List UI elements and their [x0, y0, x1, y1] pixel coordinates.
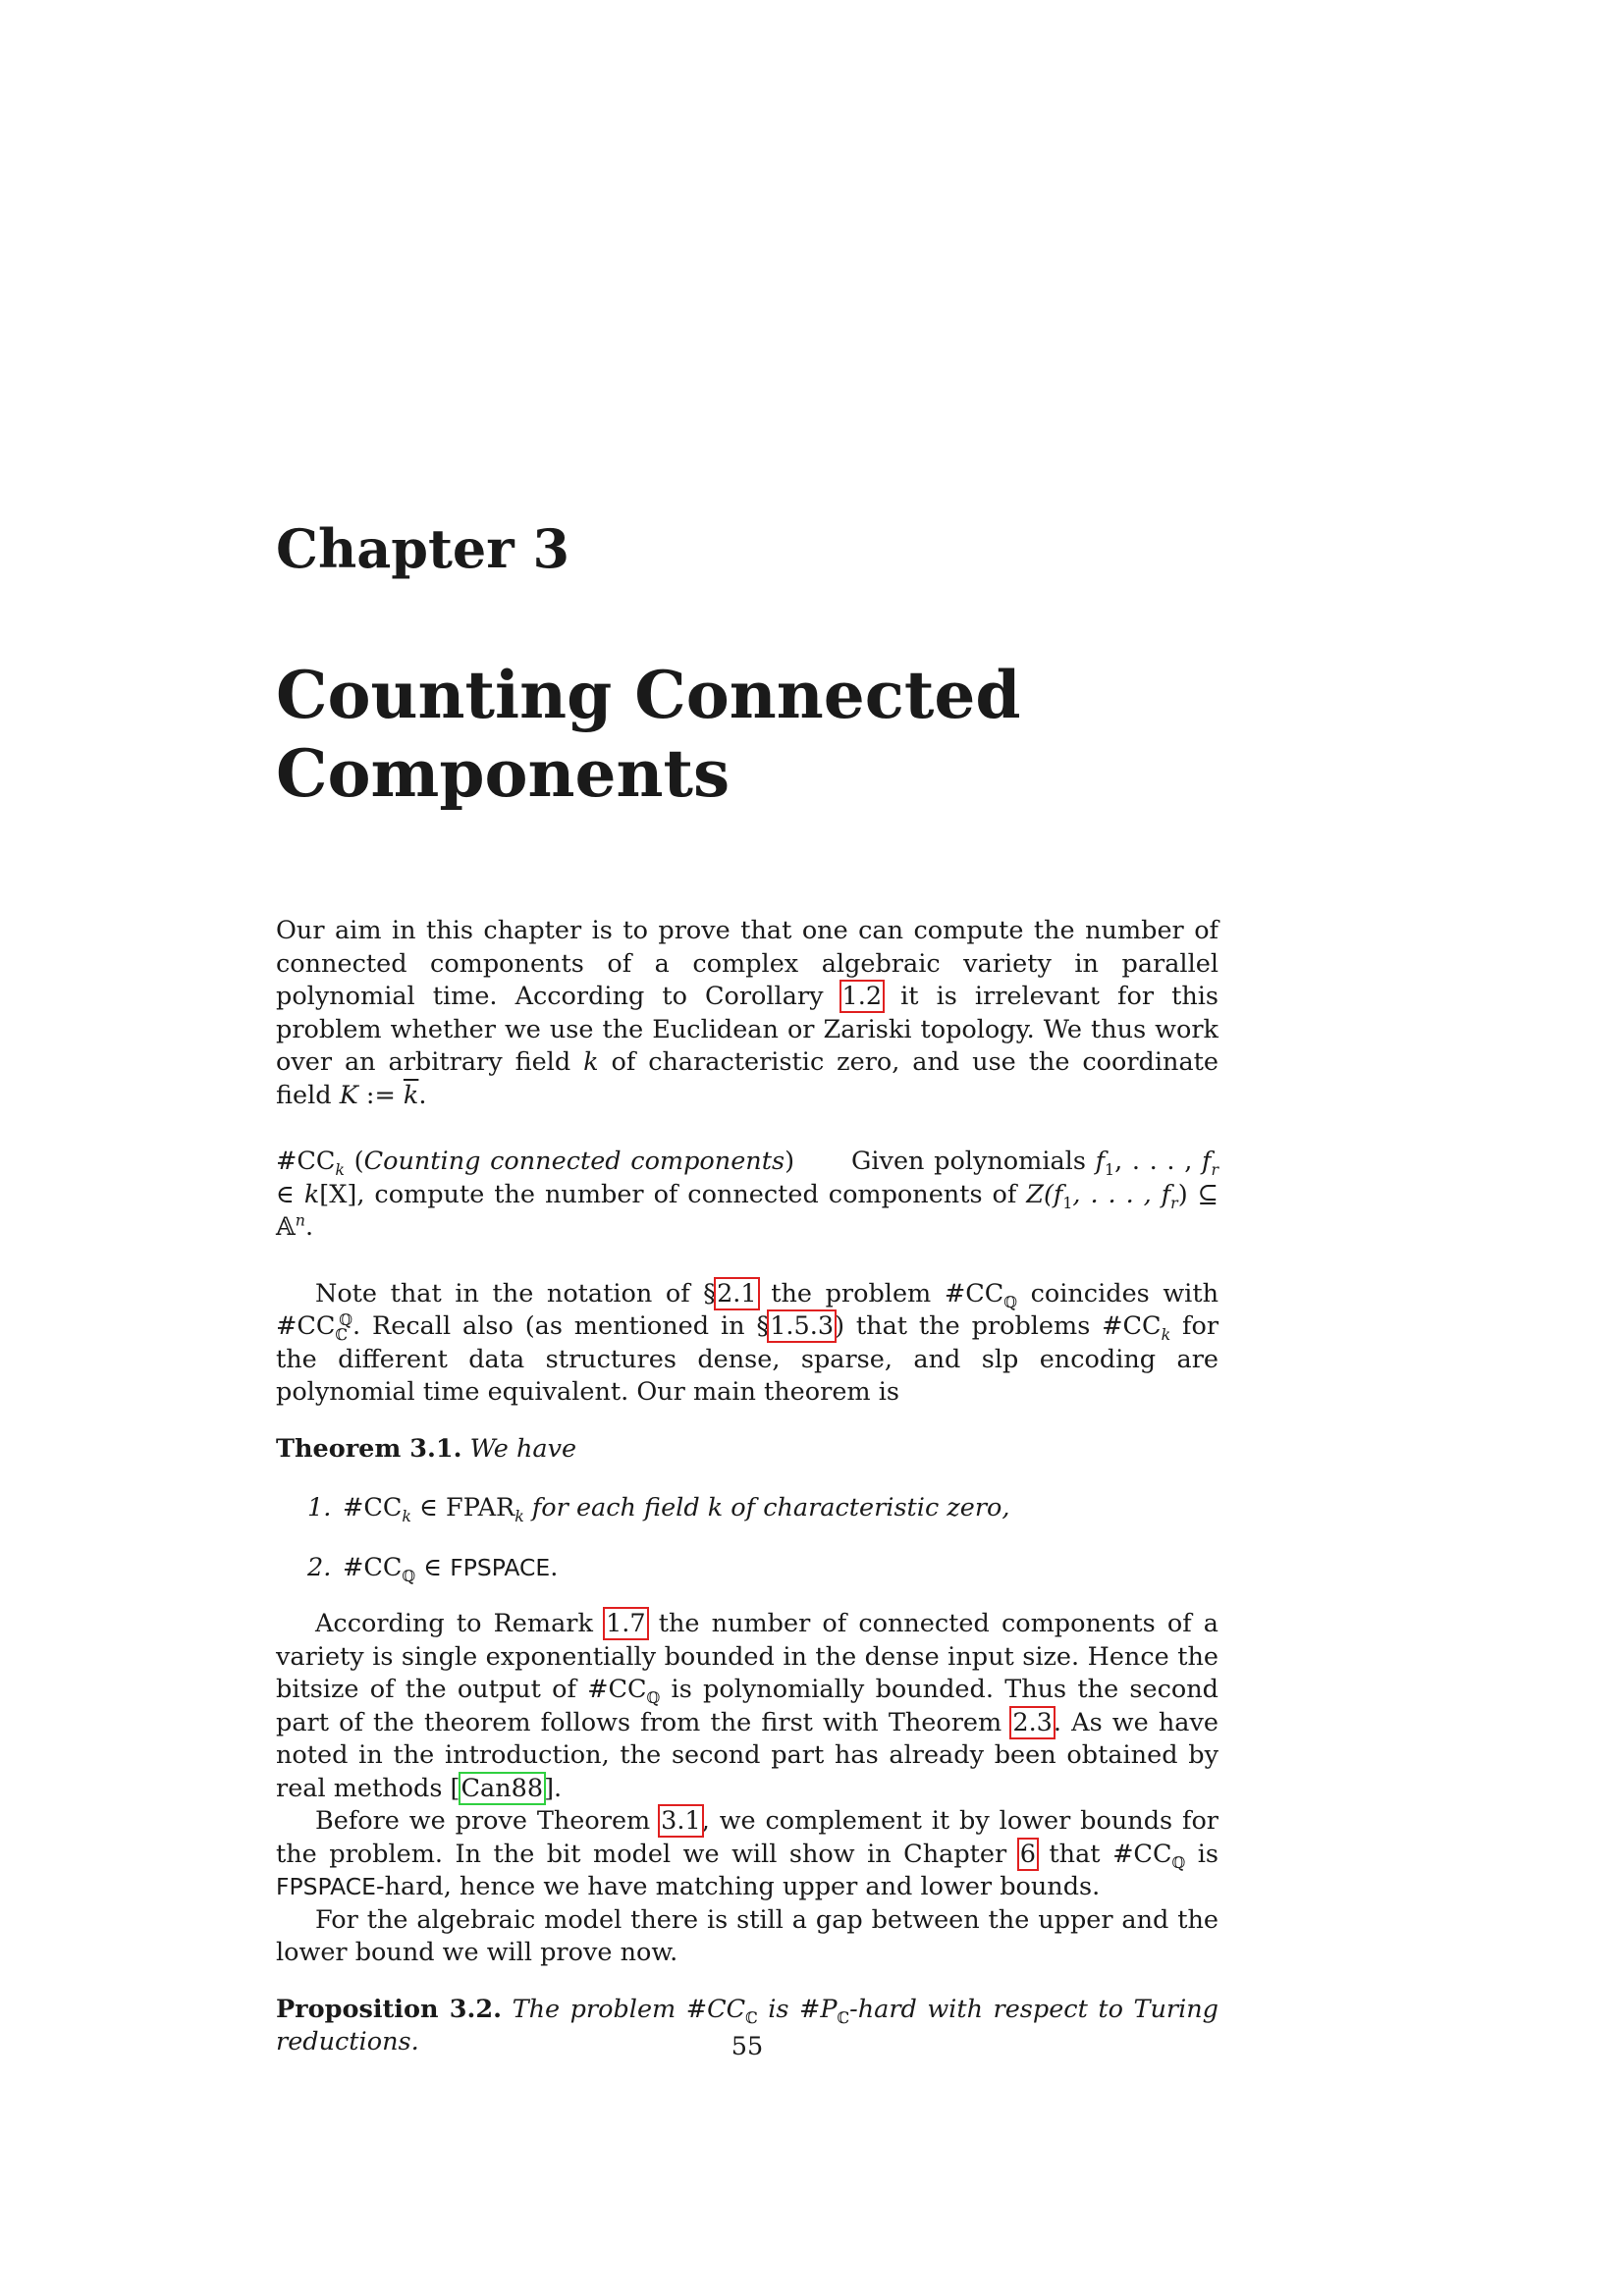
problem-text: ∈ [276, 1179, 304, 1209]
theorem-item: 2. $\#CC_ℚ$ ∈ FPSPACE. [307, 1552, 559, 1585]
proposition-heading: Proposition 3.2. [276, 1994, 503, 2024]
note-text: coincides with #CC [276, 1278, 1219, 1341]
chapter-title-line-2: Components [276, 735, 731, 812]
item-number: 2. [307, 1552, 332, 1582]
chapter-label: Chapter 3 [276, 517, 570, 580]
paragraph-text: -hard, hence we have matching upper and lower bounds. [376, 1872, 1101, 1901]
problem-text: Given polynomials [851, 1147, 1096, 1176]
corollary-link[interactable]: 1.2 [841, 982, 883, 1011]
item-text: ∈ [415, 1552, 451, 1582]
paragraph-text: ]. [544, 1773, 563, 1803]
item-text: . [550, 1552, 559, 1582]
proposition-text: is #P [757, 1994, 838, 2024]
item-text: ∈ FPAR [410, 1493, 515, 1522]
problem-text: , . . . , f [1072, 1179, 1171, 1209]
paragraph-text: . As we have noted in the introduction, the second part has already been obtained by real methods [ [276, 1707, 1218, 1803]
intro-text: . [418, 1080, 427, 1110]
chapter-title-line-1: Counting Connected [276, 657, 1021, 733]
math-Z: Z [1026, 1179, 1044, 1209]
note-text: Note that in the notation of § [315, 1278, 717, 1308]
item-text: #CC [343, 1493, 403, 1522]
paragraph-text: According to Remark [315, 1609, 606, 1638]
note-text: for the different data structures dense, sparse, and slp encoding are polynomial time equivalent. Our main theorem is [276, 1311, 1219, 1407]
page-number: 55 [731, 2032, 764, 2061]
paragraph-text: , we complement it by lower bounds for the problem. In the bit model we will show in Chapter [276, 1806, 1218, 1869]
document-page [276, 0, 1218, 2296]
intro-text: it is irrelevant for this problem whether we use the Euclidean or Zariski topology. We thus work over an arbitrary field [276, 982, 1218, 1077]
remark-link[interactable]: 1.7 [606, 1609, 646, 1638]
theorem-item: 1. $\#CC_k$ ∈ $FPAR_k$ for each field k of characteristic zero, [307, 1493, 1010, 1526]
remark-paragraph: According to Remark 1.7 the number of connected components of a variety is single exponentially bounded in the dense input size. Hence the bitsize of the output of $\#CC_ℚ$ is polynomially bounded. Thus the second part of the theorem follows from the first with Theorem 2.3. As we have noted in the introduction, the second part has already been obtained by real methods [Can88]. [276, 1609, 1218, 1803]
theorem-items [276, 1492, 1218, 1584]
problem-text: ) ⊆ 𝔸 [276, 1179, 1219, 1242]
paragraph-text: is polynomially bounded. Thus the second part of the theorem follows from the first with Theorem [276, 1675, 1218, 1737]
item-text: #CC [343, 1552, 403, 1582]
note-text: . Recall also (as mentioned in § [352, 1311, 770, 1341]
complexity-class: FPSPACE [450, 1553, 551, 1581]
chapter-body [276, 915, 1218, 2059]
proposition-3-2: Proposition 3.2. The problem $\#CC_ℂ$ is $\#P_ℂ$-hard with respect to Turing reductions. [276, 1994, 1218, 2056]
citation-link[interactable]: Can88 [460, 1773, 544, 1803]
note-paragraph: Note that in the notation of §2.1 the problem $\#CC_ℚ$ coincides with $\#CC_ℂ^ℚ$. Recall also (as mentioned in §1.5.3) that the problems $\#CC_k$ for the different data structures dense, sparse, and slp encoding are polynomial time equivalent. Our main theorem is [276, 1278, 1219, 1407]
theorem-3-1 [276, 1433, 1218, 1467]
intro-text: := [357, 1080, 404, 1110]
theorem-heading: Theorem 3.1. [276, 1433, 462, 1464]
item-text: for each field k of characteristic zero, [523, 1493, 1010, 1522]
intro-text: Our aim in this chapter is to prove that one can compute the number of connected components of a complex algebraic variety in parallel polynomial time. According to Corollary [276, 916, 1218, 1011]
paragraph-text: is [1185, 1839, 1218, 1869]
problem-text: (f [1043, 1179, 1063, 1209]
chapter-title [276, 656, 1218, 813]
theorem-link-3-1[interactable]: 3.1 [661, 1806, 701, 1836]
lower-bounds-paragraph: Before we prove Theorem 3.1, we complement it by lower bounds for the problem. In the bit model we will show in Chapter 6 that $\#CC_ℚ$ is FPSPACE-hard, hence we have matching upper and lower bounds. [276, 1806, 1218, 1901]
section-link-1-5-3[interactable]: 1.5.3 [770, 1311, 835, 1341]
paragraph-text: Before we prove Theorem [315, 1806, 661, 1836]
math-k-bar: $\overline{k}$ [403, 1080, 419, 1110]
item-number: 1. [307, 1493, 332, 1522]
note-text: the problem #CC [757, 1278, 1004, 1308]
math-K: K [339, 1080, 358, 1110]
note-text: ) that the problems #CC [835, 1311, 1162, 1341]
intro-paragraph [276, 915, 1218, 1112]
proposition-text: -hard with respect to Turing reductions. [276, 1994, 1218, 2056]
chapter-link-6[interactable]: 6 [1019, 1839, 1036, 1869]
problem-name: #CC [276, 1147, 336, 1176]
complexity-class: FPSPACE [276, 1873, 376, 1900]
math-k: k [583, 1047, 599, 1077]
proposition-text: The problem #CC [512, 1994, 746, 2024]
problem-sub: k [335, 1160, 345, 1180]
paragraph-text: that #CC [1036, 1839, 1172, 1869]
problem-text: . [304, 1212, 314, 1242]
problem-text: , . . . , [1114, 1147, 1202, 1176]
theorem-link-2-3[interactable]: 2.3 [1012, 1707, 1053, 1737]
algebraic-model-paragraph: For the algebraic model there is still a gap between the upper and the lower bound we will prove now. [276, 1904, 1218, 1967]
intro-text: of characteristic zero, and use the coordinate field [276, 1047, 1219, 1110]
math-f: f [1095, 1147, 1106, 1176]
problem-description: Counting connected components [363, 1147, 785, 1176]
math-n: n [295, 1210, 305, 1230]
paragraph-text: the number of connected components of a variety is single exponentially bounded in the dense input size. Hence the bitsize of the output of #CC [276, 1609, 1218, 1704]
problem-text: [X], compute the number of connected components of [319, 1179, 1027, 1209]
math-Q: ℚ [1003, 1292, 1017, 1311]
theorem-statement: We have [469, 1433, 577, 1464]
problem-definition: $\#CC_k$ (Counting connected components) Given polynomials $f_1$, . . . , $f_r$ ∈ k[X], compute the number of connected components of $Z(f_1$, . . . , $f_r$) ⊆ 𝔸$^n$. [276, 1147, 1219, 1242]
section-link-2-1[interactable]: 2.1 [717, 1278, 757, 1308]
